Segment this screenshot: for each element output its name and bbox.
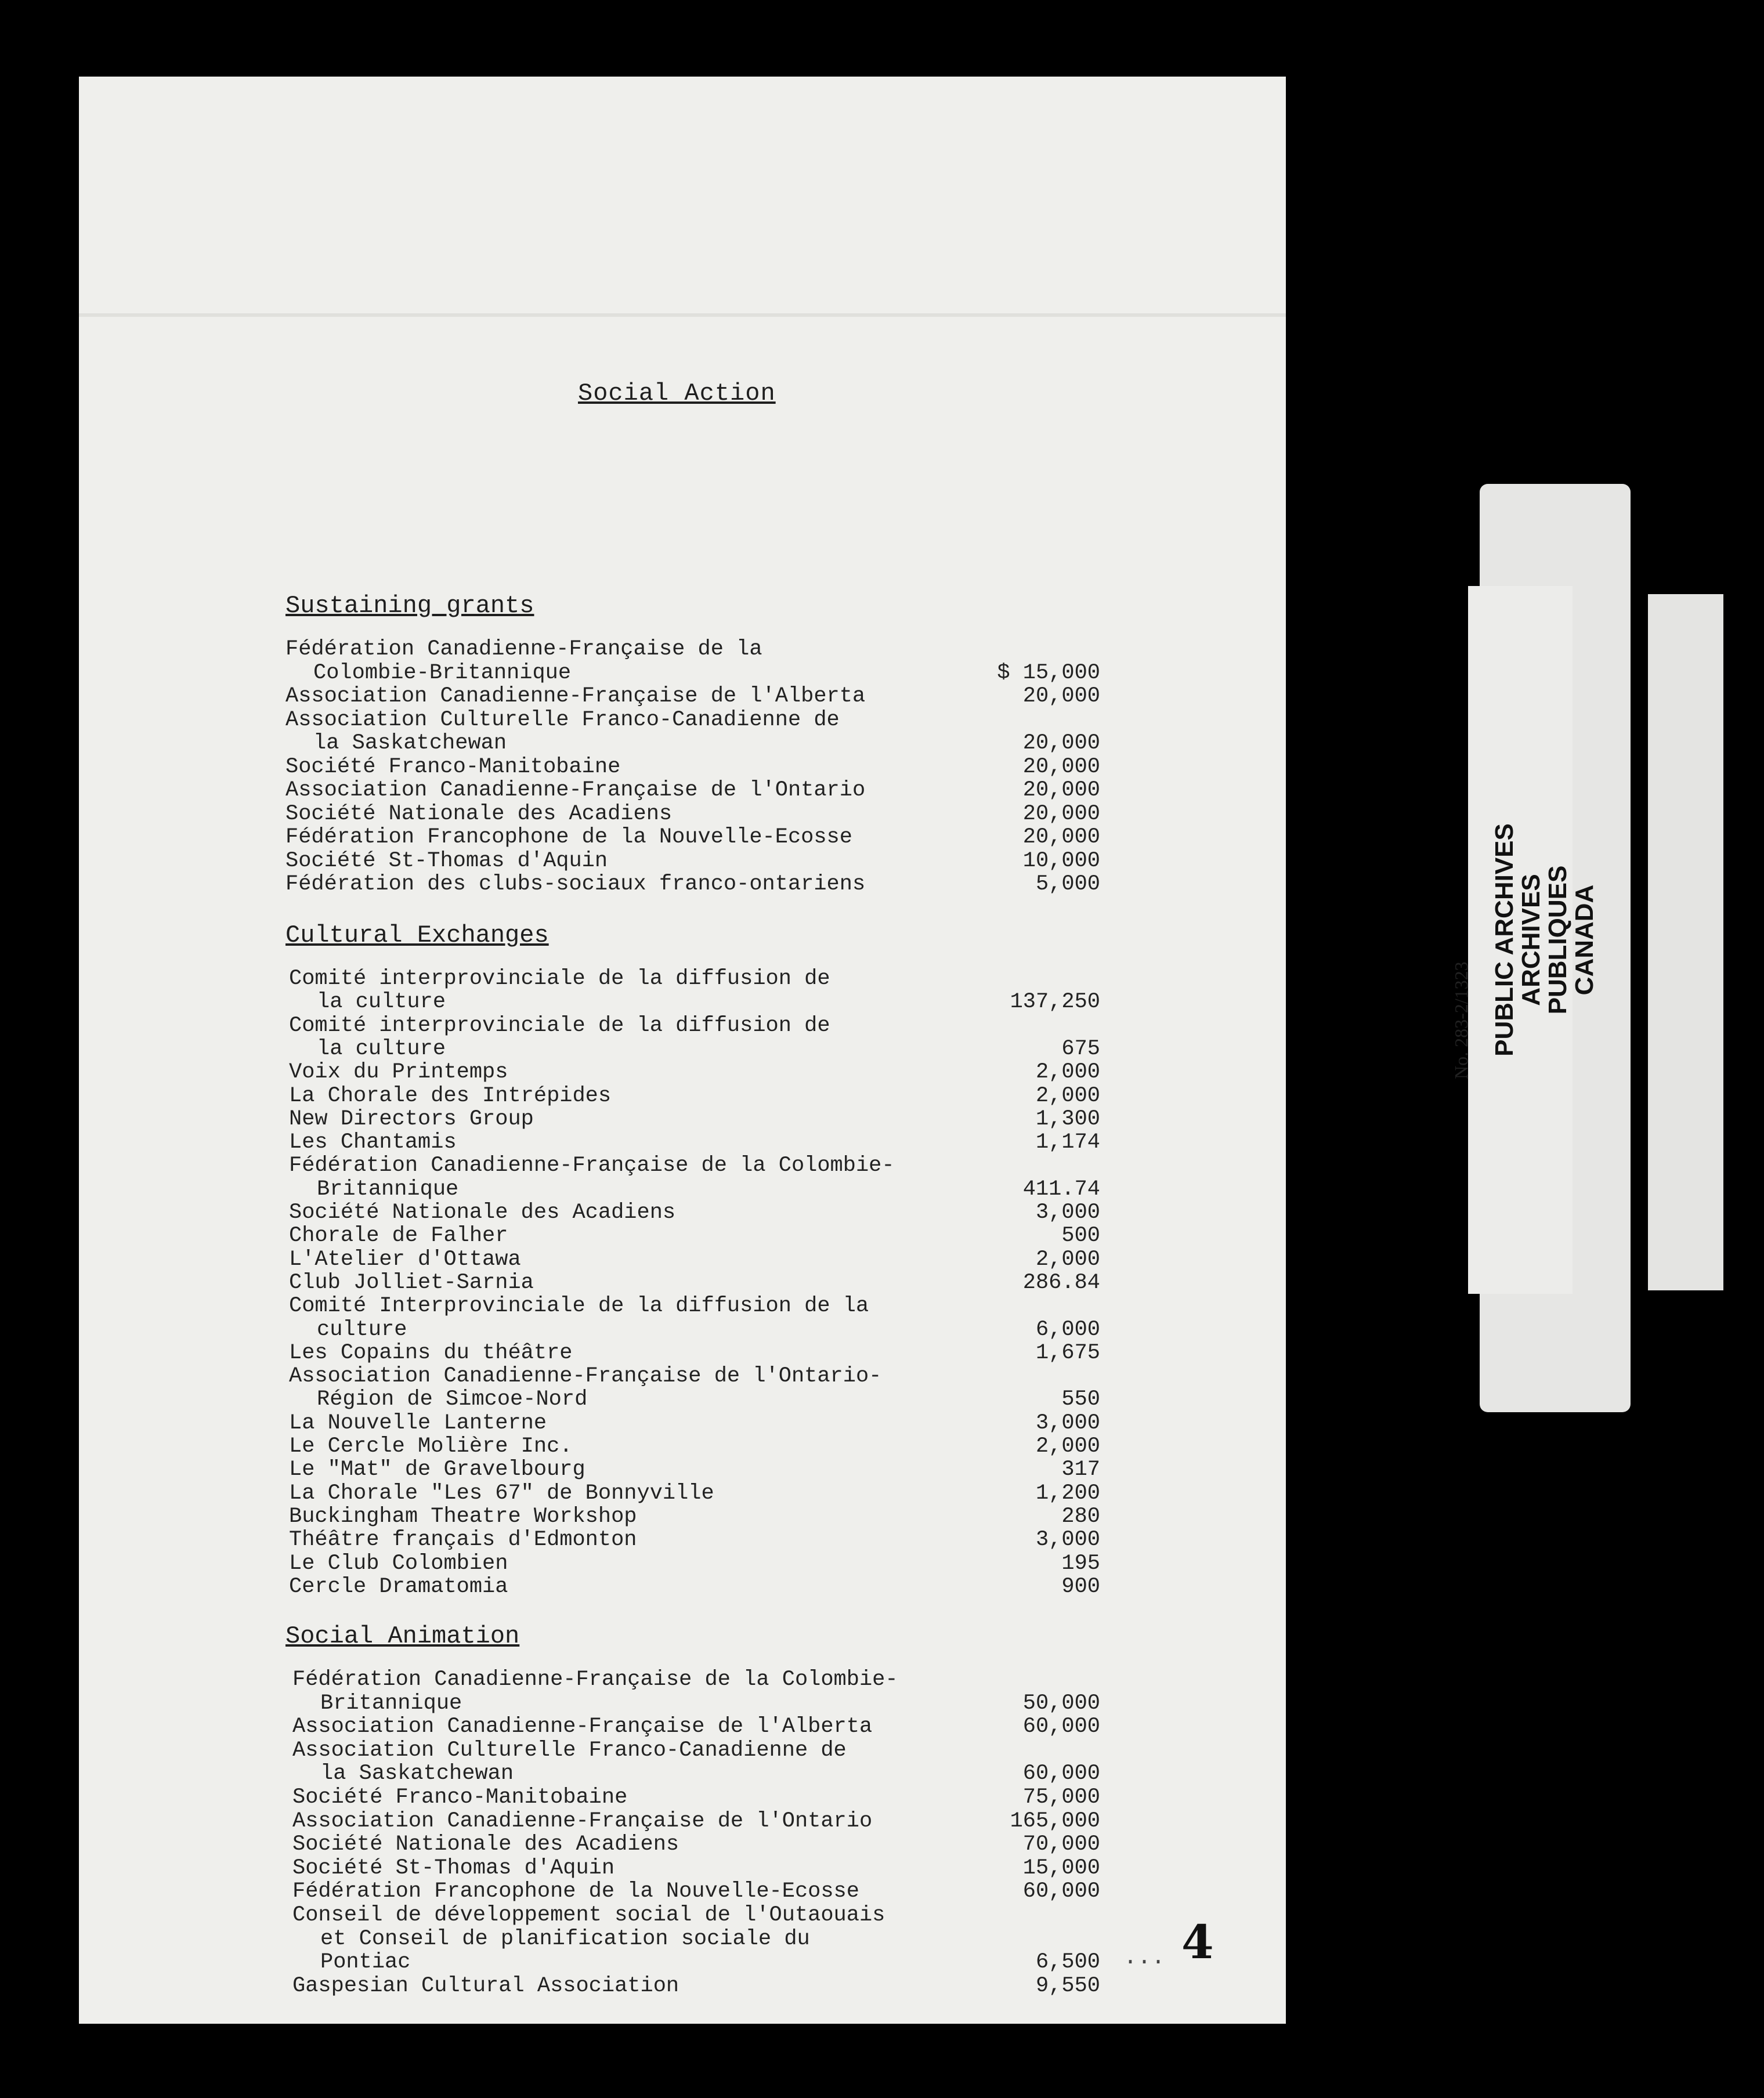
- grant-row: [79, 1667, 1100, 1691]
- grant-row: [79, 1153, 1100, 1177]
- grant-recipient: Association Culturelle Franco-Canadienne de: [285, 707, 840, 732]
- grant-recipient: Voix du Printemps: [289, 1060, 508, 1085]
- grant-row: [79, 849, 1100, 872]
- grant-row: [79, 1856, 1100, 1879]
- grant-row: [79, 802, 1100, 825]
- grant-row: [79, 755, 1100, 778]
- grant-amount: 20,000: [1022, 684, 1100, 708]
- section-heading: Cultural Exchanges: [285, 921, 549, 949]
- grant-amount: 60,000: [1022, 1879, 1100, 1904]
- grant-amount: 6,500: [1035, 1950, 1100, 1975]
- grant-recipient: Fédération Canadienne-Française de la Colombie-: [292, 1667, 898, 1692]
- grant-row: [79, 1528, 1100, 1551]
- grant-amount: 2,000: [1035, 1434, 1100, 1459]
- grant-recipient: Société Nationale des Acadiens: [289, 1200, 676, 1225]
- grant-row: [79, 1903, 1100, 1926]
- grant-recipient: Les Chantamis: [289, 1130, 457, 1155]
- grant-amount: 1,200: [1035, 1481, 1100, 1506]
- grant-recipient: Association Canadienne-Française de l'Alberta: [285, 684, 866, 708]
- grant-amount: $ 15,000: [997, 660, 1100, 685]
- grant-row: [79, 1551, 1100, 1575]
- grant-recipient: Club Jolliet-Sarnia: [289, 1270, 534, 1295]
- grant-row: [79, 778, 1100, 801]
- grant-row: [79, 1785, 1100, 1808]
- grant-recipient: Le "Mat" de Gravelbourg: [289, 1457, 585, 1482]
- grant-amount: 900: [1061, 1574, 1100, 1599]
- grant-recipient: Comité Interprovinciale de la diffusion de la: [289, 1294, 869, 1319]
- grant-row: [79, 872, 1100, 895]
- grant-recipient: Fédération Francophone de la Nouvelle-Ecosse: [292, 1879, 859, 1904]
- grant-row: [79, 1575, 1100, 1598]
- grant-amount: 3,000: [1035, 1410, 1100, 1435]
- grant-row: [79, 1318, 1100, 1341]
- grant-amount: 6,000: [1035, 1317, 1100, 1342]
- grant-row: [79, 1504, 1100, 1528]
- grant-row: [79, 990, 1100, 1013]
- grant-recipient: Société St-Thomas d'Aquin: [285, 848, 608, 873]
- grant-row: [79, 1271, 1100, 1294]
- grant-recipient: Comité interprovinciale de la diffusion de: [289, 967, 830, 991]
- grant-amount: 500: [1061, 1224, 1100, 1249]
- grant-row: [79, 708, 1100, 731]
- grant-row: [79, 1014, 1100, 1037]
- grant-amount: 15,000: [1022, 1855, 1100, 1880]
- grant-row: [79, 684, 1100, 707]
- section-heading: Social Animation: [285, 1622, 520, 1650]
- grant-recipient: Conseil de développement social de l'Outaouais: [292, 1903, 885, 1927]
- grant-recipient: Fédération Canadienne-Française de la Colombie-: [289, 1153, 895, 1178]
- grant-row: [79, 1974, 1100, 1997]
- grant-row: [79, 637, 1100, 660]
- grant-recipient: la culture: [317, 1036, 446, 1061]
- grant-recipient: Région de Simcoe-Nord: [317, 1387, 588, 1412]
- grant-row: [79, 1177, 1100, 1200]
- grant-amount: 20,000: [1022, 825, 1100, 849]
- grant-recipient: Théâtre français d'Edmonton: [289, 1528, 637, 1553]
- grant-amount: 20,000: [1022, 731, 1100, 755]
- grant-recipient: Fédération Canadienne-Française de la: [285, 637, 762, 661]
- grant-recipient: L'Atelier d'Ottawa: [289, 1247, 521, 1272]
- grant-recipient: Société Franco-Manitobaine: [292, 1785, 628, 1810]
- grant-row: [79, 1714, 1100, 1738]
- grant-recipient: et Conseil de planification sociale du: [320, 1926, 810, 1951]
- grant-recipient: Gaspesian Cultural Association: [292, 1973, 679, 1998]
- grant-recipient: Société St-Thomas d'Aquin: [292, 1855, 615, 1880]
- grant-amount: 411.74: [1022, 1177, 1100, 1202]
- grant-amount: 20,000: [1022, 754, 1100, 779]
- grant-recipient: Le Club Colombien: [289, 1551, 508, 1576]
- grant-row: [79, 1247, 1100, 1271]
- grant-recipient: Les Copains du théâtre: [289, 1340, 573, 1365]
- stamp-number: No. 283-2/1323: [1451, 961, 1472, 1079]
- grant-amount: 280: [1061, 1504, 1100, 1529]
- grant-amount: 675: [1061, 1036, 1100, 1061]
- grant-amount: 20,000: [1022, 801, 1100, 826]
- grant-row: [79, 1809, 1100, 1832]
- grant-recipient: New Directors Group: [289, 1106, 534, 1131]
- grant-recipient: Société Nationale des Acadiens: [292, 1832, 679, 1857]
- grant-recipient: La Chorale "Les 67" de Bonnyville: [289, 1481, 714, 1506]
- grant-recipient: culture: [317, 1317, 407, 1342]
- grant-amount: 137,250: [1010, 990, 1100, 1015]
- grant-recipient: Association Culturelle Franco-Canadienne de: [292, 1738, 847, 1763]
- grant-row: [79, 1364, 1100, 1387]
- grant-recipient: Le Cercle Molière Inc.: [289, 1434, 573, 1459]
- grant-recipient: Association Canadienne-Française de l'Alberta: [292, 1714, 873, 1739]
- grant-recipient: Britannique: [320, 1691, 462, 1716]
- grant-amount: 60,000: [1022, 1761, 1100, 1786]
- grant-row: [79, 1060, 1100, 1083]
- grant-recipient: Fédération des clubs-sociaux franco-ontariens: [285, 872, 866, 896]
- grant-recipient: Buckingham Theatre Workshop: [289, 1504, 637, 1529]
- grant-row: [79, 1037, 1100, 1060]
- grant-amount: 195: [1061, 1551, 1100, 1576]
- grant-recipient: Association Canadienne-Française de l'Ontario: [292, 1808, 873, 1833]
- grant-row: [79, 1950, 1100, 1973]
- grant-amount: 50,000: [1022, 1691, 1100, 1716]
- grant-amount: 75,000: [1022, 1785, 1100, 1810]
- grant-row: [79, 1457, 1100, 1481]
- grant-amount: 60,000: [1022, 1714, 1100, 1739]
- page-number: 4: [1181, 1915, 1214, 1969]
- grant-recipient: Comité interprovinciale de la diffusion de: [289, 1013, 830, 1038]
- grant-amount: 5,000: [1035, 872, 1100, 896]
- grant-recipient: La Chorale des Intrépides: [289, 1083, 612, 1108]
- document-page: [79, 77, 1286, 2024]
- grant-recipient: Société Nationale des Acadiens: [285, 801, 673, 826]
- grant-row: [79, 1738, 1100, 1761]
- grant-amount: 70,000: [1022, 1832, 1100, 1857]
- grant-recipient: la culture: [317, 990, 446, 1015]
- grant-amount: 1,174: [1035, 1130, 1100, 1155]
- stamp-line-2: ARCHIVES PUBLIQUES: [1517, 865, 1572, 1015]
- grant-amount: 20,000: [1022, 778, 1100, 802]
- grant-recipient: Association Canadienne-Française de l'Ontario-: [289, 1364, 882, 1389]
- grant-amount: 1,300: [1035, 1106, 1100, 1131]
- grant-row: [79, 1341, 1100, 1364]
- grant-row: [79, 1130, 1100, 1153]
- grant-row: [79, 1387, 1100, 1410]
- stamp-line-1: PUBLIC ARCHIVES: [1490, 823, 1519, 1057]
- grant-row: [79, 1224, 1100, 1247]
- grant-recipient: Pontiac: [320, 1950, 411, 1975]
- grant-row: [79, 1411, 1100, 1434]
- archive-stamp: [1451, 801, 1735, 1079]
- grant-row: [79, 967, 1100, 990]
- grant-row: [79, 1084, 1100, 1107]
- grant-amount: 317: [1061, 1457, 1100, 1482]
- page-fold-line: [79, 313, 1286, 317]
- grant-amount: 3,000: [1035, 1528, 1100, 1553]
- grant-amount: 3,000: [1035, 1200, 1100, 1225]
- grant-row: [79, 1691, 1100, 1714]
- grant-row: [79, 1200, 1100, 1224]
- grant-recipient: Britannique: [317, 1177, 459, 1202]
- grant-amount: 165,000: [1010, 1808, 1100, 1833]
- grant-recipient: la Saskatchewan: [320, 1761, 514, 1786]
- grant-amount: 9,550: [1035, 1973, 1100, 1998]
- grant-row: [79, 1434, 1100, 1457]
- grant-recipient: Colombie-Britannique: [313, 660, 572, 685]
- section-heading: Sustaining grants: [285, 592, 534, 620]
- grant-amount: 2,000: [1035, 1060, 1100, 1085]
- grant-recipient: La Nouvelle Lanterne: [289, 1410, 547, 1435]
- grant-amount: 10,000: [1022, 848, 1100, 873]
- grant-row: [79, 731, 1100, 754]
- grant-recipient: Chorale de Falher: [289, 1224, 508, 1249]
- grant-amount: 550: [1061, 1387, 1100, 1412]
- page-dots: ...: [1123, 1945, 1166, 1971]
- grant-row: [79, 1832, 1100, 1855]
- grant-recipient: la Saskatchewan: [313, 731, 507, 755]
- grant-row: [79, 661, 1100, 684]
- grant-row: [79, 1927, 1100, 1950]
- grant-amount: 286.84: [1022, 1270, 1100, 1295]
- grant-amount: 2,000: [1035, 1083, 1100, 1108]
- grant-row: [79, 1879, 1100, 1902]
- grant-amount: 1,675: [1035, 1340, 1100, 1365]
- grant-recipient: Cercle Dramatomia: [289, 1574, 508, 1599]
- grant-row: [79, 825, 1100, 848]
- grant-recipient: Association Canadienne-Française de l'Ontario: [285, 778, 866, 802]
- stamp-line-3: CANADA: [1570, 884, 1599, 996]
- grant-row: [79, 1481, 1100, 1504]
- grant-row: [79, 1107, 1100, 1130]
- grant-row: [79, 1761, 1100, 1785]
- grant-row: [79, 1294, 1100, 1317]
- grant-recipient: Société Franco-Manitobaine: [285, 754, 621, 779]
- page-title: Social Action: [578, 379, 776, 407]
- grant-amount: 2,000: [1035, 1247, 1100, 1272]
- grant-recipient: Fédération Francophone de la Nouvelle-Ecosse: [285, 825, 852, 849]
